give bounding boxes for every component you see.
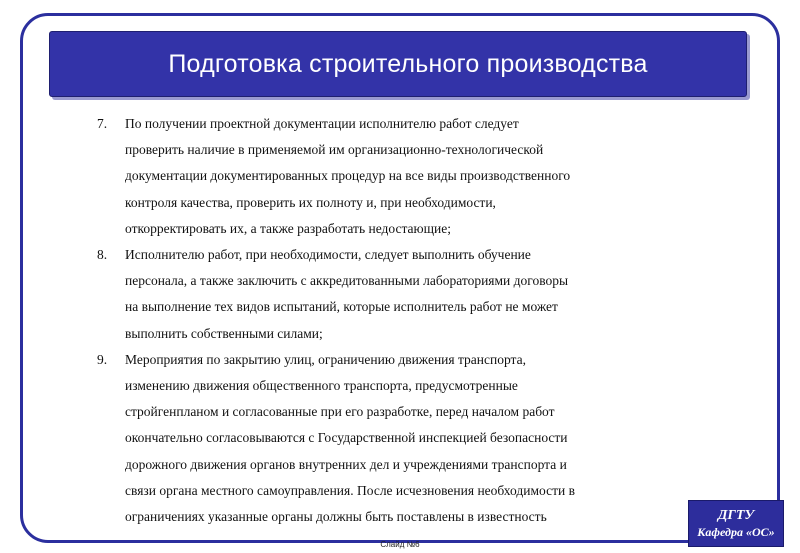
text-line: Исполнителю работ, при необходимости, следует выполнить обучение: [125, 247, 531, 263]
badge-university: ДГТУ: [717, 507, 755, 523]
text-line: откорректировать их, а также разработать недостающие;: [125, 220, 451, 236]
item-number: 7.: [97, 116, 108, 131]
text-line: контроля качества, проверить их полноту и, при необходимости,: [125, 194, 496, 210]
item-text: [125, 111, 687, 242]
item-number: 9.: [97, 351, 108, 367]
item-text: [125, 347, 687, 530]
title-bar: [49, 31, 747, 97]
list-item-8: [97, 242, 687, 347]
text-line: документации документированных процедур на все виды производственного: [125, 168, 571, 184]
slide-content: [97, 111, 687, 530]
slide-title: Подготовка строительного производства: [168, 49, 648, 78]
text-line: окончательно согласовываются с Государственной инспекцией безопасности: [125, 430, 568, 446]
text-line: проверить наличие в применяемой им организационно-технологической: [125, 142, 544, 158]
item-text: [125, 242, 687, 347]
list-item-7: [97, 111, 687, 242]
text-line: связи органа местного самоуправления. После исчезновения необходимости в: [125, 482, 575, 498]
text-line: персонала, а также заключить с аккредитованными лабораториями договоры: [125, 273, 569, 289]
text-line: Мероприятия по закрытию улиц, ограничению движения транспорта,: [125, 351, 526, 367]
text-line: ограничениях указанные органы должны быть поставлены в известность: [125, 509, 547, 525]
badge-department: Кафедра «ОС»: [697, 524, 775, 539]
item-number: 8.: [97, 247, 108, 263]
slide-number: Слайд №6: [380, 540, 420, 549]
text-line: стройгенпланом и согласованные при его разработке, перед началом работ: [125, 404, 555, 420]
text-line: изменению движения общественного транспорта, предусмотренные: [125, 378, 518, 394]
text-line: По получении проектной документации исполнителю работ следует: [125, 116, 519, 131]
text-line: на выполнение тех видов испытаний, которые исполнитель работ не может: [125, 299, 558, 315]
text-line: дорожного движения органов внутренних дел и учреждениями транспорта и: [125, 456, 567, 472]
text-line: выполнить собственными силами;: [125, 325, 323, 341]
list-item-9: [97, 347, 687, 530]
